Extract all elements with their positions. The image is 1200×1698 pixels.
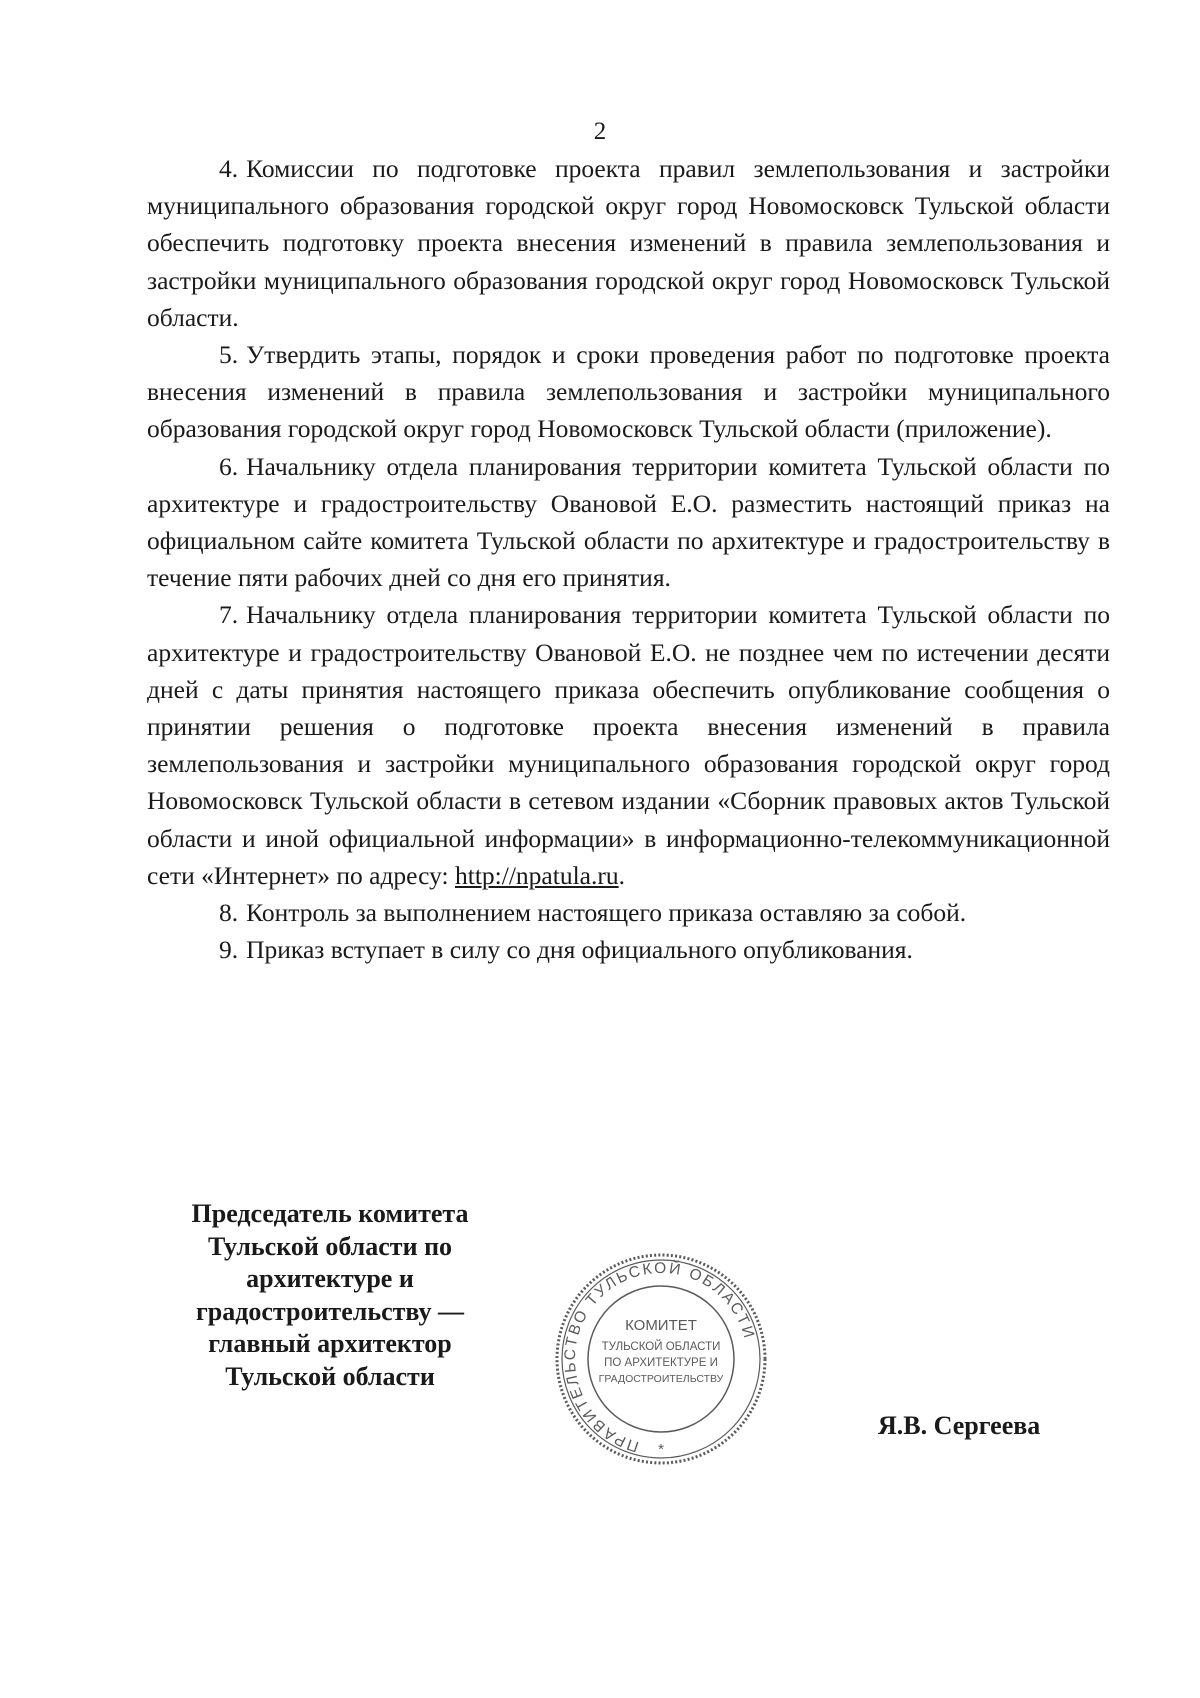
paragraph-number: 7. [219, 600, 239, 630]
document-body [147, 150, 1110, 968]
paragraph-4 [147, 150, 1110, 336]
signatory-title-line: главный архитектор [208, 1329, 452, 1358]
paragraph-text: Начальнику отдела планирования территории комитета Тульской области по архитектуре и градостроительству Овановой Е.О. разместить настоящий приказ на официальном сайте комитета Тульской области по архитектуре и градостроительству в течение пяти рабочих дней со дня его принятия. [147, 451, 1110, 593]
paragraph-text: Контроль за выполнением настоящего приказа оставляю за собой. [246, 898, 967, 928]
paragraph-number: 6. [219, 451, 239, 481]
paragraph-tail: . [618, 860, 625, 890]
signatory-title-line: Тульской области по [207, 1231, 453, 1261]
paragraph-number: 4. [219, 154, 239, 183]
stamp-graphic [552, 1250, 770, 1468]
paragraph-number: 5. [219, 340, 239, 370]
paragraph-text: Начальнику отдела планирования территории комитета Тульской области по архитектуре и градостроительству Овановой Е.О. не позднее чем по истечении десяти дней с даты принятия настоящего приказа обеспечить опубликование сообщения о принятии решения о подготовке проекта внесения изменений в правила землепользования и застройки муниципального образования городской округ город Новомосковск Тульской области в сетевом издании «Сборник правовых актов Тульской области и иной официальной информации» в информационно-телекоммуникационной сети «Интернет» по адресу: [147, 600, 1110, 890]
signatory-title-line: Председатель комитета [191, 1199, 469, 1228]
page-number: 2 [593, 118, 607, 145]
stamp-center-line: КОМИТЕТ [625, 1317, 697, 1334]
paragraph-number: 8. [219, 898, 239, 928]
official-stamp [552, 1250, 770, 1468]
stamp-star: * [658, 1441, 664, 1458]
paragraph-5 [147, 336, 1110, 448]
paragraph-8 [147, 894, 1110, 931]
paragraph-text: Приказ вступает в силу со дня официального опубликования. [246, 935, 913, 965]
stamp-center-line: ТУЛЬСКОЙ ОБЛАСТИ [601, 1341, 721, 1353]
paragraph-6 [147, 448, 1110, 597]
signatory-title [150, 1198, 510, 1393]
stamp-center-line: ГРАДОСТРОИТЕЛЬСТВУ [598, 1373, 724, 1385]
signatory-title-line: Тульской области [225, 1361, 435, 1391]
npatula-link[interactable]: http://npatula.ru [455, 860, 619, 890]
signatory-name: Я.В. Сергеева [878, 1411, 1041, 1440]
paragraph-text: Утвердить этапы, порядок и сроки проведения работ по подготовке проекта внесения изменений в правила землепользования и застройки муниципального образования городской округ город Новомосковск Тульской области (приложение). [147, 340, 1110, 444]
paragraph-text: Комиссии по подготовке проекта правил землепользования и застройки муниципального образования городской округ город Новомосковск Тульской области обеспечить подготовку проекта внесения изменений в правила землепользования и застройки муниципального образования городской округ город Новомосковск Тульской области. [147, 154, 1110, 332]
paragraph-9 [147, 931, 1110, 968]
signatory-title-line: градостроительству — [195, 1296, 465, 1326]
stamp-center-line: ПО АРХИТЕКТУРЕ И [604, 1357, 718, 1369]
stamp-ring-text: ПРАВИТЕЛЬСТВО ТУЛЬСКОЙ ОБЛАСТИ [561, 1259, 758, 1455]
signatory-title-line: архитектуре и [246, 1264, 414, 1293]
paragraph-7 [147, 596, 1110, 894]
paragraph-number: 9. [219, 935, 239, 965]
